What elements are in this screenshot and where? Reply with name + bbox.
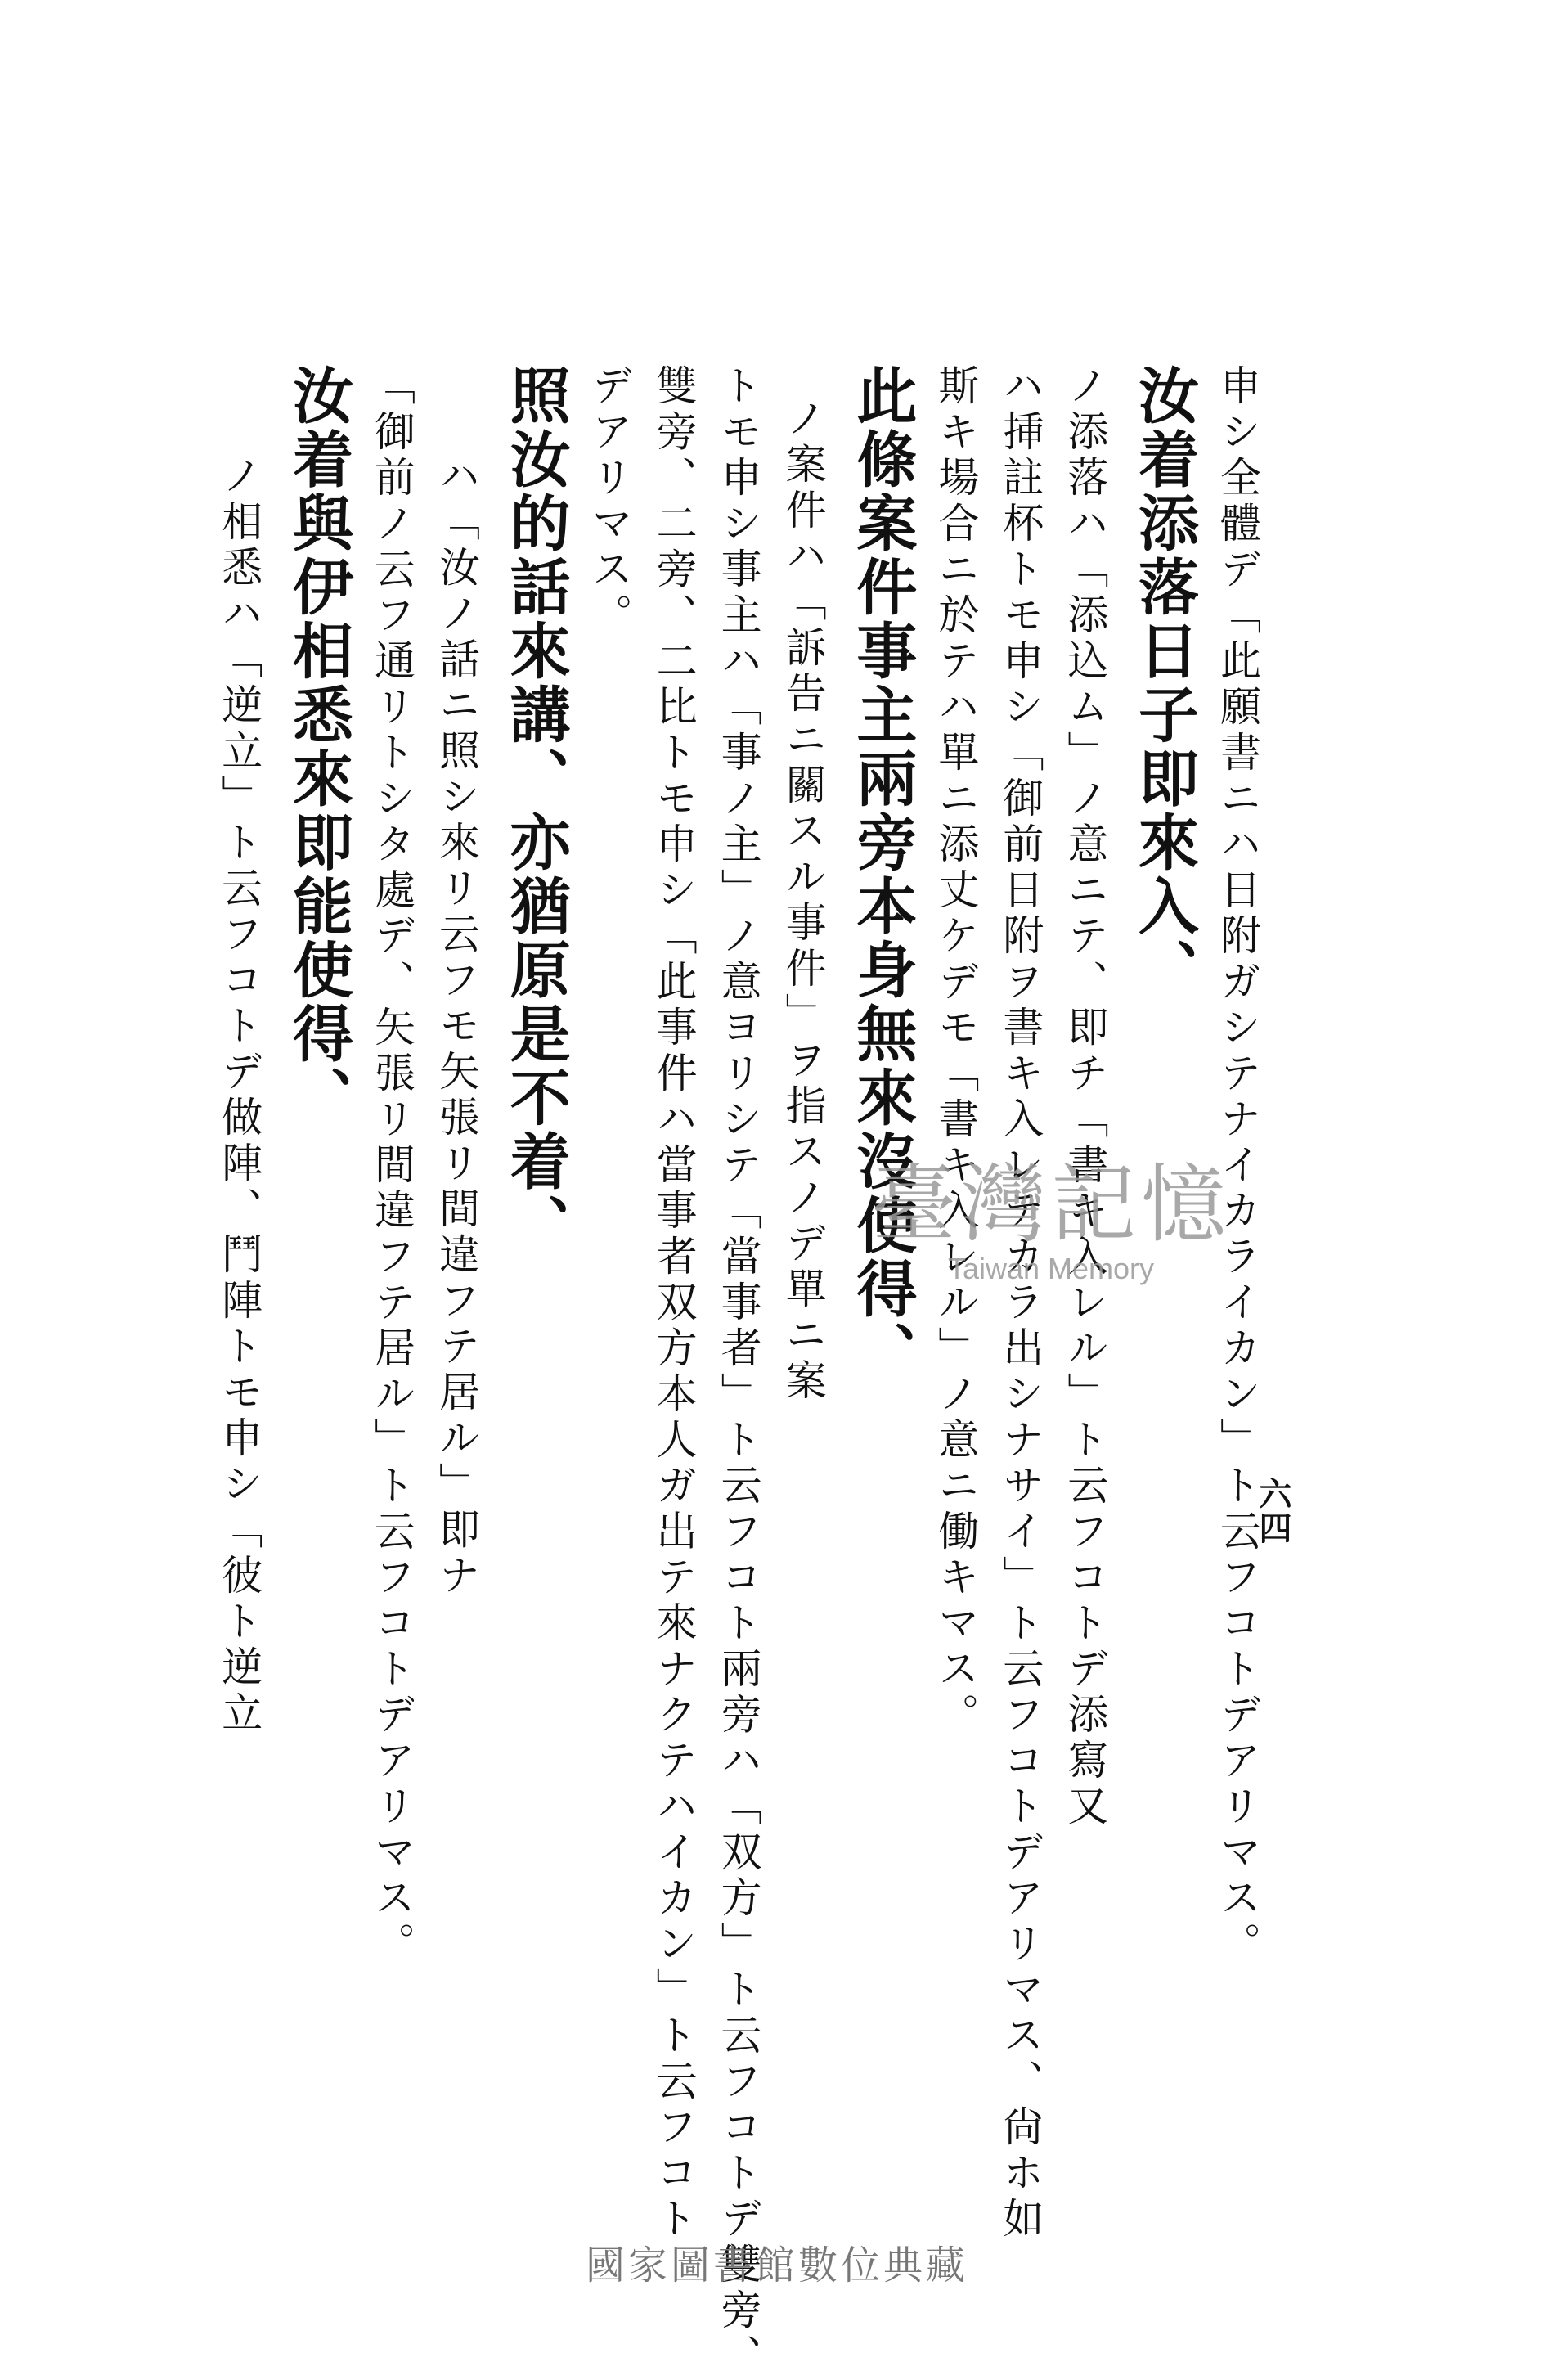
footer-label: 國家圖書館數位典藏	[585, 2243, 968, 2288]
main-text-column: 汝着與伊相悉來即能使得、	[282, 364, 353, 1130]
gloss-text-column: ノ案件ハ「訴告ニ關スル事件」ヲ指スノデ單ニ案	[779, 397, 827, 1405]
watermark	[822, 1154, 1280, 1286]
gloss-text-column: ハ「汝ノ話ニ照シ來リ云フモ矢張リ間違フテ居ル」即ナ	[432, 454, 480, 1599]
page-number: 六四	[1254, 1477, 1292, 1545]
gloss-text-column: デアリマス。	[585, 364, 633, 639]
gloss-text-column: 雙旁、二旁、二比トモ申シ「此事件ハ當事者双方本人ガ出テ來ナクテハイカン」ト云フコト	[649, 364, 698, 2243]
gloss-text-column: ノ添落ハ「添込ム」ノ意ニテ、即チ「書キ入レル」ト云フコトデ添寫又	[1061, 364, 1109, 1830]
gloss-text-column: 申シ全體デ「此願書ニハ日附ガシテナイカライカン」ト云フコトデアリマス。	[1214, 364, 1261, 1968]
main-text-column: 照汝的話來講、亦猶原是不着、	[500, 364, 571, 1257]
gloss-text-column: トモ申シ事主ハ「事ノ主」ノ意ヨリシテ「當事者」ト云フコト兩旁ハ「双方」ト云フコトデ雙旁、	[714, 364, 762, 2380]
watermark-english: Taiwan Memory	[947, 1252, 1155, 1285]
gloss-text-column: ハ挿註杯トモ申シ「御前日附ヲ書キ入レテカラ出シナサイ」ト云フコトデアリマス、尙ホ如	[996, 364, 1044, 2243]
watermark-chinese: 臺灣記憶	[870, 1154, 1231, 1254]
gloss-text-column: 斯キ場合ニ於テハ單ニ添丈ケデモ「書キ入レル」ノ意ニ働キマス。	[932, 364, 980, 1739]
gloss-text-column: ノ相悉ハ「逆立」ト云フコトデ做陣、鬥陣トモ申シ「彼ト逆立	[215, 454, 263, 1737]
main-text-column: 汝着添落日子即來入、	[1129, 364, 1199, 1002]
main-text-column: 此條案件事主兩旁本身無來沒使得、	[847, 364, 918, 1385]
gloss-text-column: 「御前ノ云フ通リトシタ處デ、矢張リ間違フテ居ル」ト云フコトデアリマス。	[367, 364, 415, 1968]
